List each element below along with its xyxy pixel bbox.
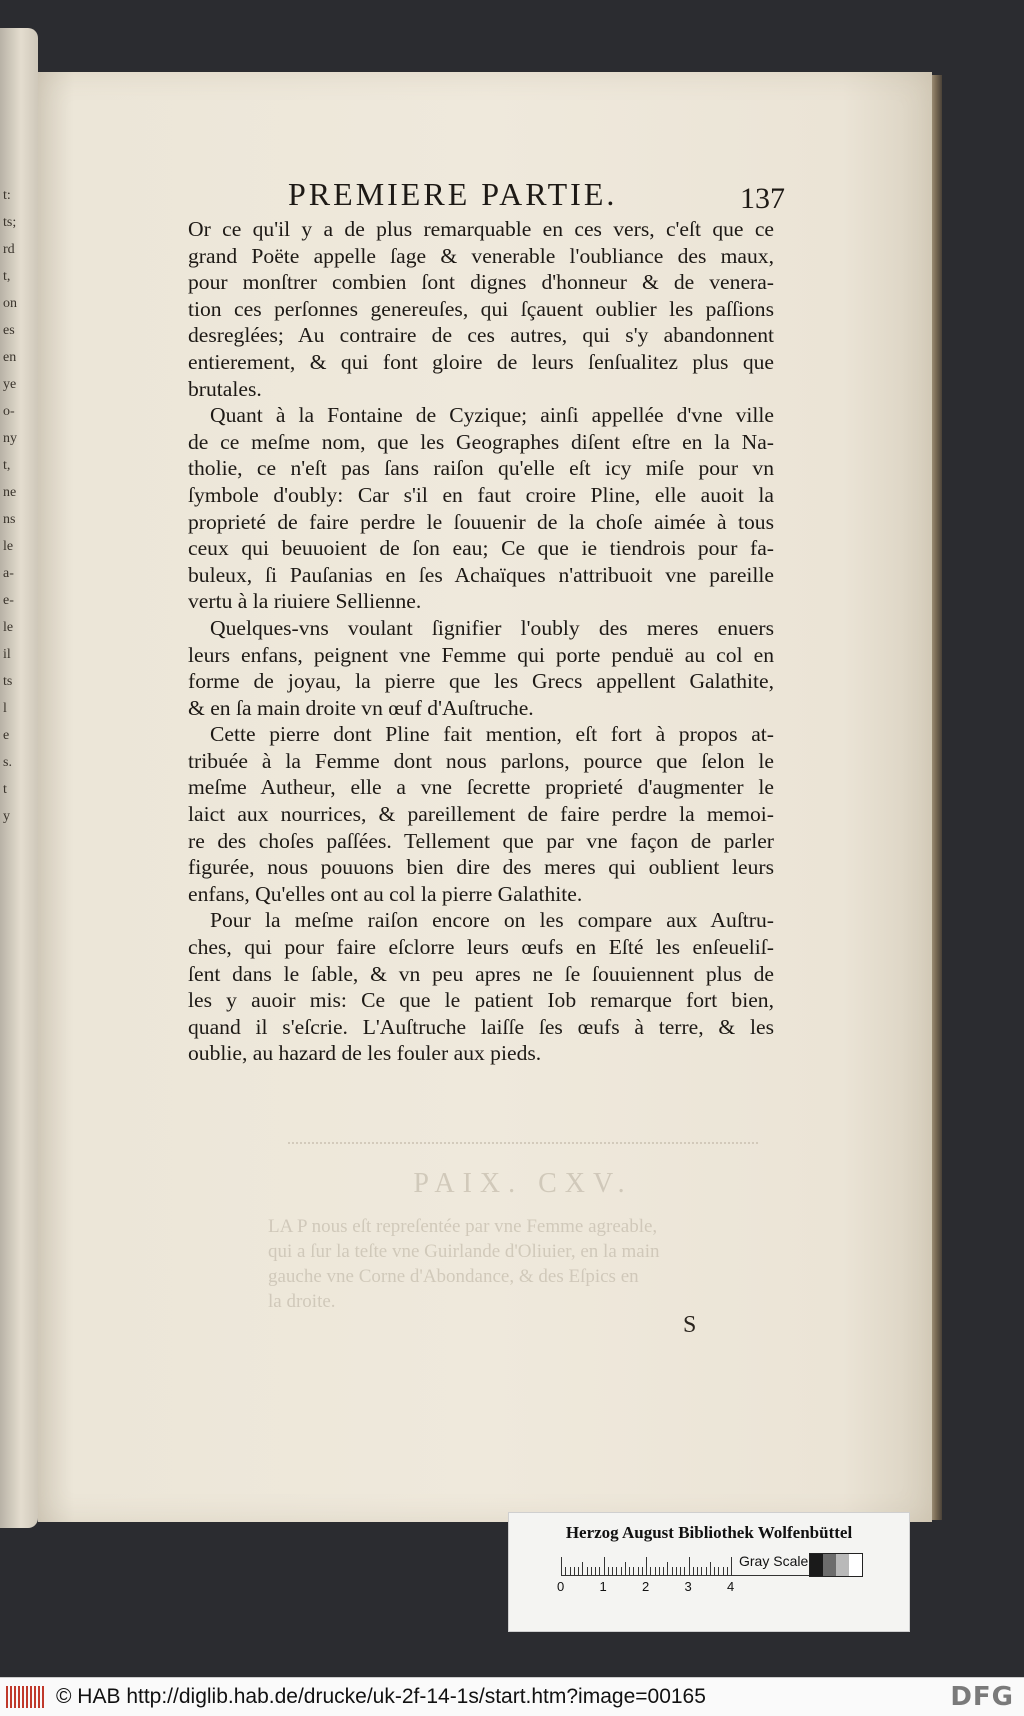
ruler-tick — [612, 1567, 613, 1575]
text-line: enfans, Qu'elles ont au col la pierre Galathite. — [188, 881, 583, 906]
running-head: PREMIERE PARTIE. — [288, 176, 618, 212]
gray-scale-label: Gray Scale — [739, 1553, 809, 1569]
show-through-title: PAIX. CXV. — [413, 1168, 633, 1199]
color-target-card — [508, 1512, 910, 1632]
ruler-tick — [578, 1567, 579, 1575]
facing-page-fragment: le — [3, 620, 14, 635]
ruler-tick — [723, 1567, 724, 1575]
facing-page-fragment: y — [3, 809, 10, 824]
text-line: entierement, & qui font gloire de leurs ſenſualitez plus que — [188, 349, 774, 374]
facing-page-fragment: s. — [3, 755, 12, 770]
text-line: vertu à la riuiere Sellienne. — [188, 589, 422, 614]
ruler-tick — [582, 1562, 583, 1575]
facing-page-fragment: es — [3, 323, 15, 338]
facing-page-fragment: ny — [3, 431, 17, 446]
facing-page-fragment: ye — [3, 377, 17, 392]
ruler-tick — [680, 1567, 681, 1575]
ruler-tick — [646, 1557, 647, 1575]
ruler-tick — [587, 1567, 588, 1575]
text-line: les y auoir mis: Ce que le patient Iob remarque fort bien, — [188, 988, 774, 1013]
facing-page-fragment: a- — [3, 566, 14, 581]
ruler-tick — [595, 1567, 596, 1575]
book-page — [38, 72, 932, 1522]
institution-name: Herzog August Bibliothek Wolfenbüttel — [565, 1523, 853, 1542]
text-line: de ce meſme nom, que les Geographes diſent eſtre en la Na- — [188, 429, 774, 454]
ruler-number: 0 — [557, 1579, 565, 1594]
text-line: proprieté de faire perdre le ſouuenir de la choſe aimée à tous — [188, 509, 774, 534]
ruler-tick — [629, 1567, 630, 1575]
catchword: S — [683, 1312, 697, 1338]
ruler-tick — [701, 1567, 702, 1575]
text-line: tribuée à la Femme dont nous parlons, pource que ſelon le — [188, 748, 774, 773]
facing-page-fragment: ts — [3, 674, 13, 689]
facing-page-fragment: on — [3, 296, 17, 311]
text-line: ſent dans le ſable, & vn peu apres ne ſe ſouuiennent plus de — [188, 961, 774, 986]
ruler-tick — [710, 1562, 711, 1575]
facing-page-fragment: il — [3, 647, 11, 662]
gray-scale-swatches — [809, 1553, 863, 1577]
dfg-logo: DFG — [950, 1682, 1014, 1712]
facing-page-fragment: rd — [3, 242, 15, 257]
ruler-tick — [706, 1567, 707, 1575]
text-line: oublie, au hazard de les fouler aux pieds. — [188, 1041, 542, 1066]
text-line: meſme Autheur, elle a vne ſecrette proprieté d'augmenter le — [188, 775, 774, 800]
text-line: tion ces perſonnes genereuſes, qui ſçauent oublier les paſſions — [188, 296, 774, 321]
text-line: buleux, ſi Pauſanias en ſes Achaïques n'attribuoit vne pareille — [188, 562, 774, 587]
text-line: ſymbole d'oubly: Car s'il en faut croire Pline, elle auoit la — [188, 482, 774, 507]
ruler-tick — [697, 1567, 698, 1575]
text-line: Pour la meſme raiſon encore on les compare aux Auſtru- — [210, 908, 774, 933]
show-through-line: gauche vne Corne d'Abondance, & des Eſpics en — [268, 1266, 639, 1287]
ruler-tick — [565, 1567, 566, 1575]
text-line: Cette pierre dont Pline fait mention, eſt fort à propos at- — [210, 722, 774, 747]
show-through-line: la droite. — [268, 1291, 336, 1312]
facing-page-fragment: ts; — [3, 215, 17, 230]
facing-page-fragment: l — [3, 701, 7, 716]
text-line: quand il s'eſcrie. L'Auſtruche laiſſe ſes œufs à terre, & les — [188, 1014, 774, 1039]
ruler-tick — [731, 1557, 732, 1575]
ruler-tick — [604, 1557, 605, 1575]
text-line: laict aux nourrices, & pareillement de faire perdre la memoi- — [188, 802, 774, 827]
show-through-line: qui a ſur la teſte vne Guirlande d'Oliuier, en la main — [268, 1241, 660, 1262]
text-line: Or ce qu'il y a de plus remarquable en ces vers, c'eſt que ce — [188, 217, 774, 241]
text-line: ches, qui pour faire eſclorre leurs œufs en Eſté les enſeueliſ- — [188, 935, 774, 960]
ruler-tick — [667, 1562, 668, 1575]
ornament-rule — [288, 1142, 758, 1150]
ruler-tick — [642, 1567, 643, 1575]
footer-bar — [0, 1677, 1024, 1716]
page-number: 137 — [740, 182, 785, 215]
ruler-tick — [561, 1557, 562, 1575]
ruler-tick — [633, 1567, 634, 1575]
ruler-tick — [608, 1567, 609, 1575]
facing-page-fragment: t — [3, 782, 7, 797]
facing-page-fragment: t: — [3, 188, 11, 203]
text-line: Quelques-vns voulant ſignifier l'oubly des meres enuers — [210, 615, 774, 640]
copyright-url[interactable]: © HAB http://diglib.hab.de/drucke/uk-2f-14-1s/start.htm?image=00165 — [56, 1685, 706, 1708]
ruler-tick — [650, 1567, 651, 1575]
show-through-line: LA P nous eſt repreſentée par vne Femme agreable, — [268, 1216, 658, 1237]
text-line: re des choſes paſſées. Tellement que par vne façon de parler — [188, 828, 774, 853]
text-line: & en ſa main droite vn œuf d'Auſtruche. — [188, 695, 534, 720]
ruler-tick — [655, 1567, 656, 1575]
facing-page-fragment: e- — [3, 593, 14, 608]
ruler-tick — [718, 1567, 719, 1575]
facing-page-fragment: ne — [3, 485, 17, 500]
facing-page-edge — [0, 28, 38, 1528]
ruler-tick — [684, 1567, 685, 1575]
text-line: forme de joyau, la pierre que les Grecs appellent Galathite, — [188, 669, 774, 694]
facing-page-fragment: en — [3, 350, 17, 365]
text-line: brutales. — [188, 376, 262, 401]
text-line: tholie, ce n'eſt pas ſans raiſon qu'elle eſt icy miſe pour vn — [188, 456, 774, 481]
ruler-tick — [570, 1567, 571, 1575]
text-line: desreglées; Au contraire de ces autres, qui s'y abandonnent — [188, 323, 774, 348]
facing-page-fragment: t, — [3, 458, 11, 473]
text-line: grand Poëte appelle ſage & venerable l'oubliance des maux, — [188, 243, 774, 268]
ruler-number: 1 — [599, 1579, 607, 1594]
ruler-tick — [599, 1567, 600, 1575]
ruler-tick — [727, 1567, 728, 1575]
text-line: figurée, nous pouuons bien dire des meres qui oublient leurs — [188, 855, 774, 880]
ruler-number: 3 — [684, 1579, 692, 1594]
ruler-tick — [689, 1557, 690, 1575]
ruler-tick — [616, 1567, 617, 1575]
ruler-tick — [672, 1567, 673, 1575]
body-text — [188, 216, 774, 1067]
facing-page-fragment: o- — [3, 404, 15, 419]
facing-page-fragment: ns — [3, 512, 16, 527]
facing-page-fragment: t, — [3, 269, 11, 284]
ruler-tick — [625, 1562, 626, 1575]
show-through-text — [268, 1142, 778, 1314]
ruler-tick — [591, 1567, 592, 1575]
facing-page-fragment: e — [3, 728, 10, 743]
text-line: leurs enfans, peignent vne Femme qui porte penduë au col en — [188, 642, 774, 667]
ruler-tick — [693, 1567, 694, 1575]
ruler-number: 2 — [642, 1579, 650, 1594]
ruler-tick — [574, 1567, 575, 1575]
text-line: pour monſtrer combien ſont dignes d'honneur & de venera- — [188, 270, 774, 295]
ruler-number: 4 — [727, 1579, 735, 1594]
text-line: ceux qui beuuoient de ſon eau; Ce que ie tiendrois pour fa- — [188, 536, 774, 561]
ruler-tick — [676, 1567, 677, 1575]
ruler-tick — [638, 1567, 639, 1575]
ruler-tick — [663, 1567, 664, 1575]
facing-page-fragment: le — [3, 539, 14, 554]
text-line: Quant à la Fontaine de Cyzique; ainſi appellée d'vne ville — [210, 403, 774, 428]
ruler-tick — [714, 1567, 715, 1575]
hab-logo-icon — [6, 1686, 46, 1708]
ruler-tick — [621, 1567, 622, 1575]
ruler-tick — [659, 1567, 660, 1575]
